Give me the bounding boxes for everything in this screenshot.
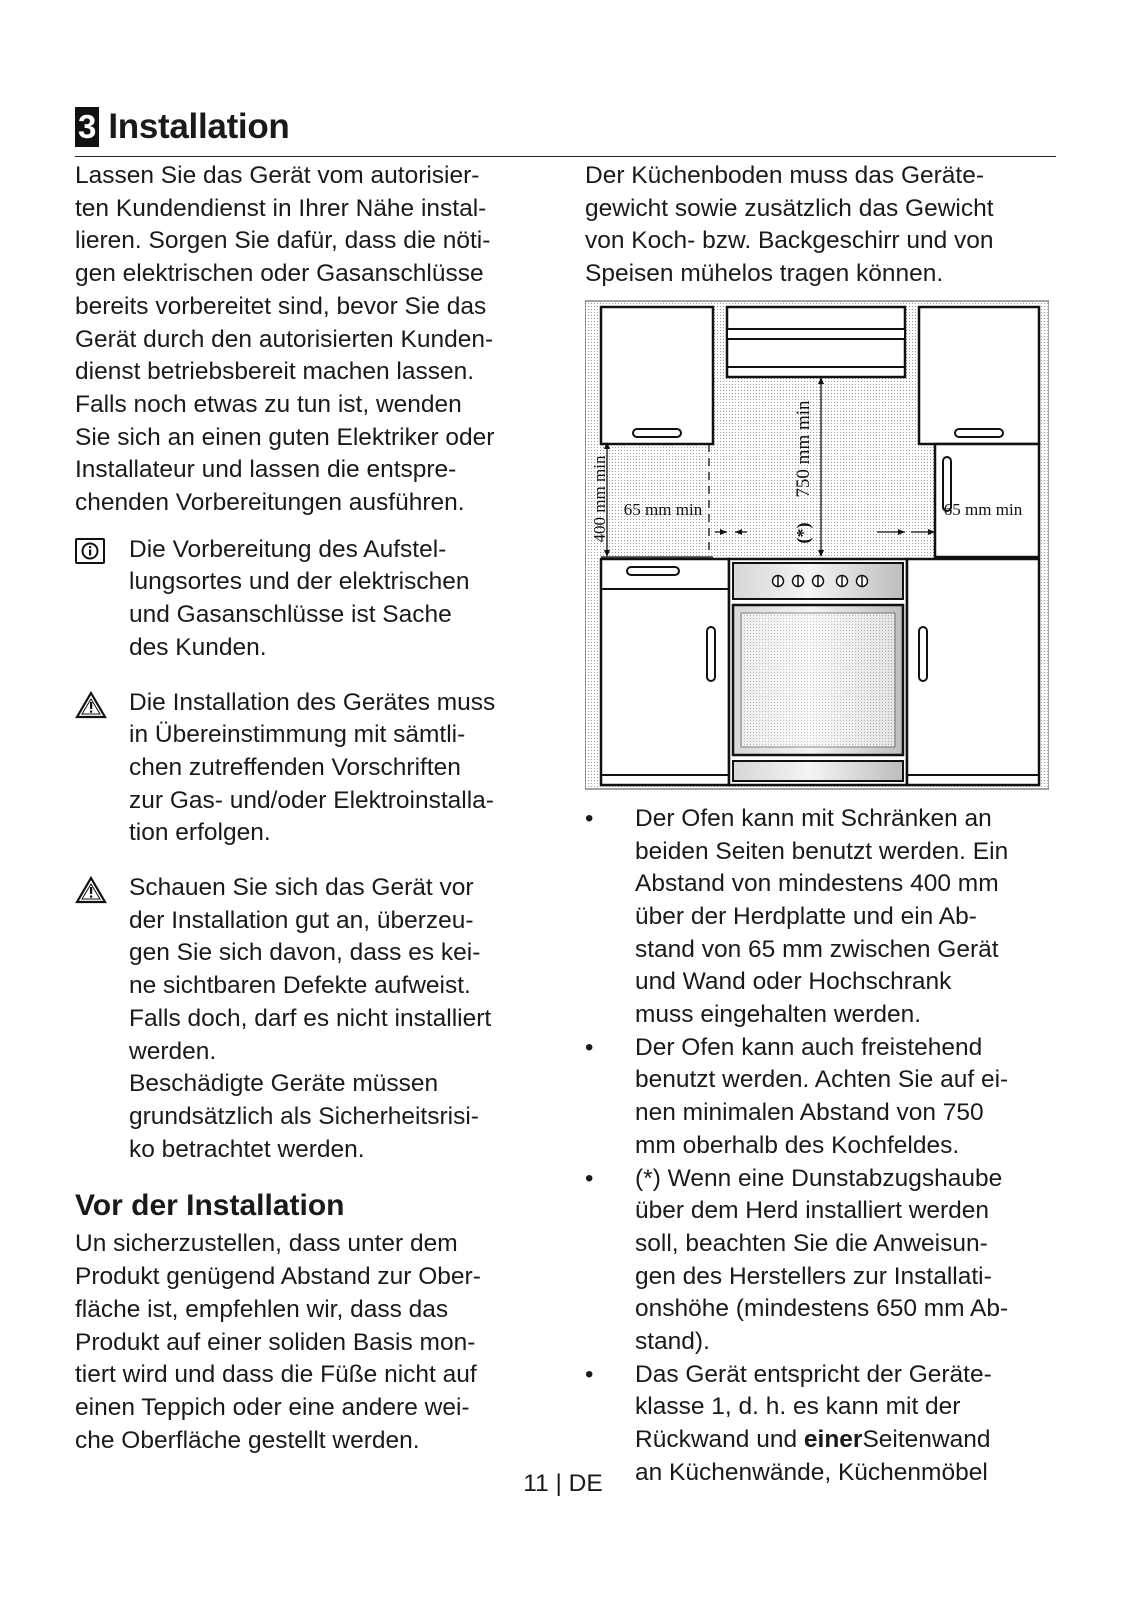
bullet-marker: • (585, 804, 594, 832)
dim-label-750: 750 mm min (793, 400, 814, 498)
info-note-text: Die Vorbereitung des Aufstel- lungsortes und der elektrischen und Gasanschlüsse ist Sache des Kunden. (129, 535, 470, 661)
cabinet-handle (633, 429, 681, 437)
door-handle (919, 627, 927, 681)
dim-label-asterisk: (*) (793, 522, 813, 544)
page-footer: 11 | DE (523, 1470, 603, 1497)
dim-label-65-right: 65 mm min (943, 499, 1023, 519)
list-item-text: Der Ofen kann mit Schränken an beiden Seiten benutzt werden. Ein Abstand von mindestens 400 mm über der Herdplatte und ein Ab- stand von 65 mm zwischen Gerät und Wand oder Hochschrank muss eingehalten werden. (635, 804, 1009, 1029)
chapter-title: Installation (108, 107, 290, 146)
oven-window (741, 613, 895, 747)
hood-band (727, 329, 905, 339)
bullet-marker: • (585, 1164, 594, 1192)
chapter-number-badge: 3 (75, 107, 99, 147)
header-rule (75, 156, 1056, 157)
bullet-marker: • (585, 1033, 594, 1061)
installation-diagram (585, 297, 1049, 793)
warning-icon (75, 876, 107, 904)
list-item-text: Der Ofen kann auch freistehend benutzt werden. Achten Sie auf ei- nen minimalen Abstand von 750 mm oberhalb des Kochfeldes. (635, 1033, 1009, 1159)
bullet-marker: • (585, 1360, 594, 1388)
list-item (585, 803, 1055, 1032)
installation-diagram-svg (585, 297, 1049, 793)
right-column (585, 160, 1055, 1490)
oven-drawer (733, 761, 903, 781)
dim-label-65-left: 65 mm min (623, 499, 703, 519)
warning-note (75, 687, 545, 851)
intro-paragraph: Lassen Sie das Gerät vom autorisier- ten Kundendienst in Ihrer Nähe instal- lieren. Sorgen Sie dafür, dass die nöti- gen elektrischen oder Gasanschlüsse bereits vorbereitet sind, bevor Sie das Gerät durch den autorisierten Kunden- dienst betriebsbereit machen lassen. Falls noch etwas zu tun ist, wenden Sie sich an einen guten Elektriker oder Installateur und lassen die entspre- chenden Vorbereitungen ausführen. (75, 162, 495, 517)
dim-label-400: 400 mm min (590, 455, 609, 543)
upper-cabinet-left (601, 307, 713, 444)
upper-cabinet-right (919, 307, 1039, 444)
floor-paragraph: Der Küchenboden muss das Geräte- gewicht sowie zusätzlich das Gewicht von Koch- bzw. Backgeschirr und von Speisen mühelos tragen können. (585, 162, 994, 288)
door-handle (707, 627, 715, 681)
list-item-text: Das Gerät entspricht der Geräte- klasse 1, d. h. es kann mit der Rückwand und einerSeitenwand an Küchenwände, Küchenmöbel (635, 1360, 992, 1486)
info-note (75, 534, 545, 665)
warning-note-text: Schauen Sie sich das Gerät vor der Installation gut an, überzeu- gen Sie sich davon, dass es kei- ne sichtbaren Defekte aufweist. Falls doch, darf es nicht installiert werden. Beschädigte Geräte müssen grundsätzlich als Sicherheitsrisi- ko betrachtet werden. (129, 874, 492, 1163)
warning-icon (75, 691, 107, 719)
warning-note (75, 872, 545, 1166)
list-item (585, 1032, 1055, 1163)
left-column (75, 160, 545, 1457)
section-heading: Vor der Installation (75, 1189, 345, 1223)
list-item-text: (*) Wenn eine Dunstabzugshaube über dem Herd installiert werden soll, beachten Sie die Anweisun- gen des Herstellers zur Installati- onshöhe (mindestens 650 mm Ab- stand). (635, 1164, 1009, 1356)
requirements-list (585, 803, 1055, 1490)
drawer-handle (627, 567, 679, 575)
emphasis-text: einer (803, 1426, 863, 1454)
cabinet-handle (955, 429, 1003, 437)
warning-note-text: Die Installation des Gerätes muss in Übereinstimmung mit sämtli- chen zutreffenden Vorschriften zur Gas- und/oder Elektroinstalla- tion erfolgen. (129, 688, 496, 847)
list-item (585, 1163, 1055, 1359)
info-icon (75, 538, 105, 564)
chapter-header (75, 106, 290, 148)
section-paragraph: Un sicherzustellen, dass unter dem Produkt genügend Abstand zur Ober- fläche ist, empfehlen wir, dass das Produkt auf einer soliden Basis mon- tiert wird und dass die Füße nicht auf einen Teppich oder eine andere wei- che Oberfläche gestellt werden. (75, 1230, 481, 1454)
